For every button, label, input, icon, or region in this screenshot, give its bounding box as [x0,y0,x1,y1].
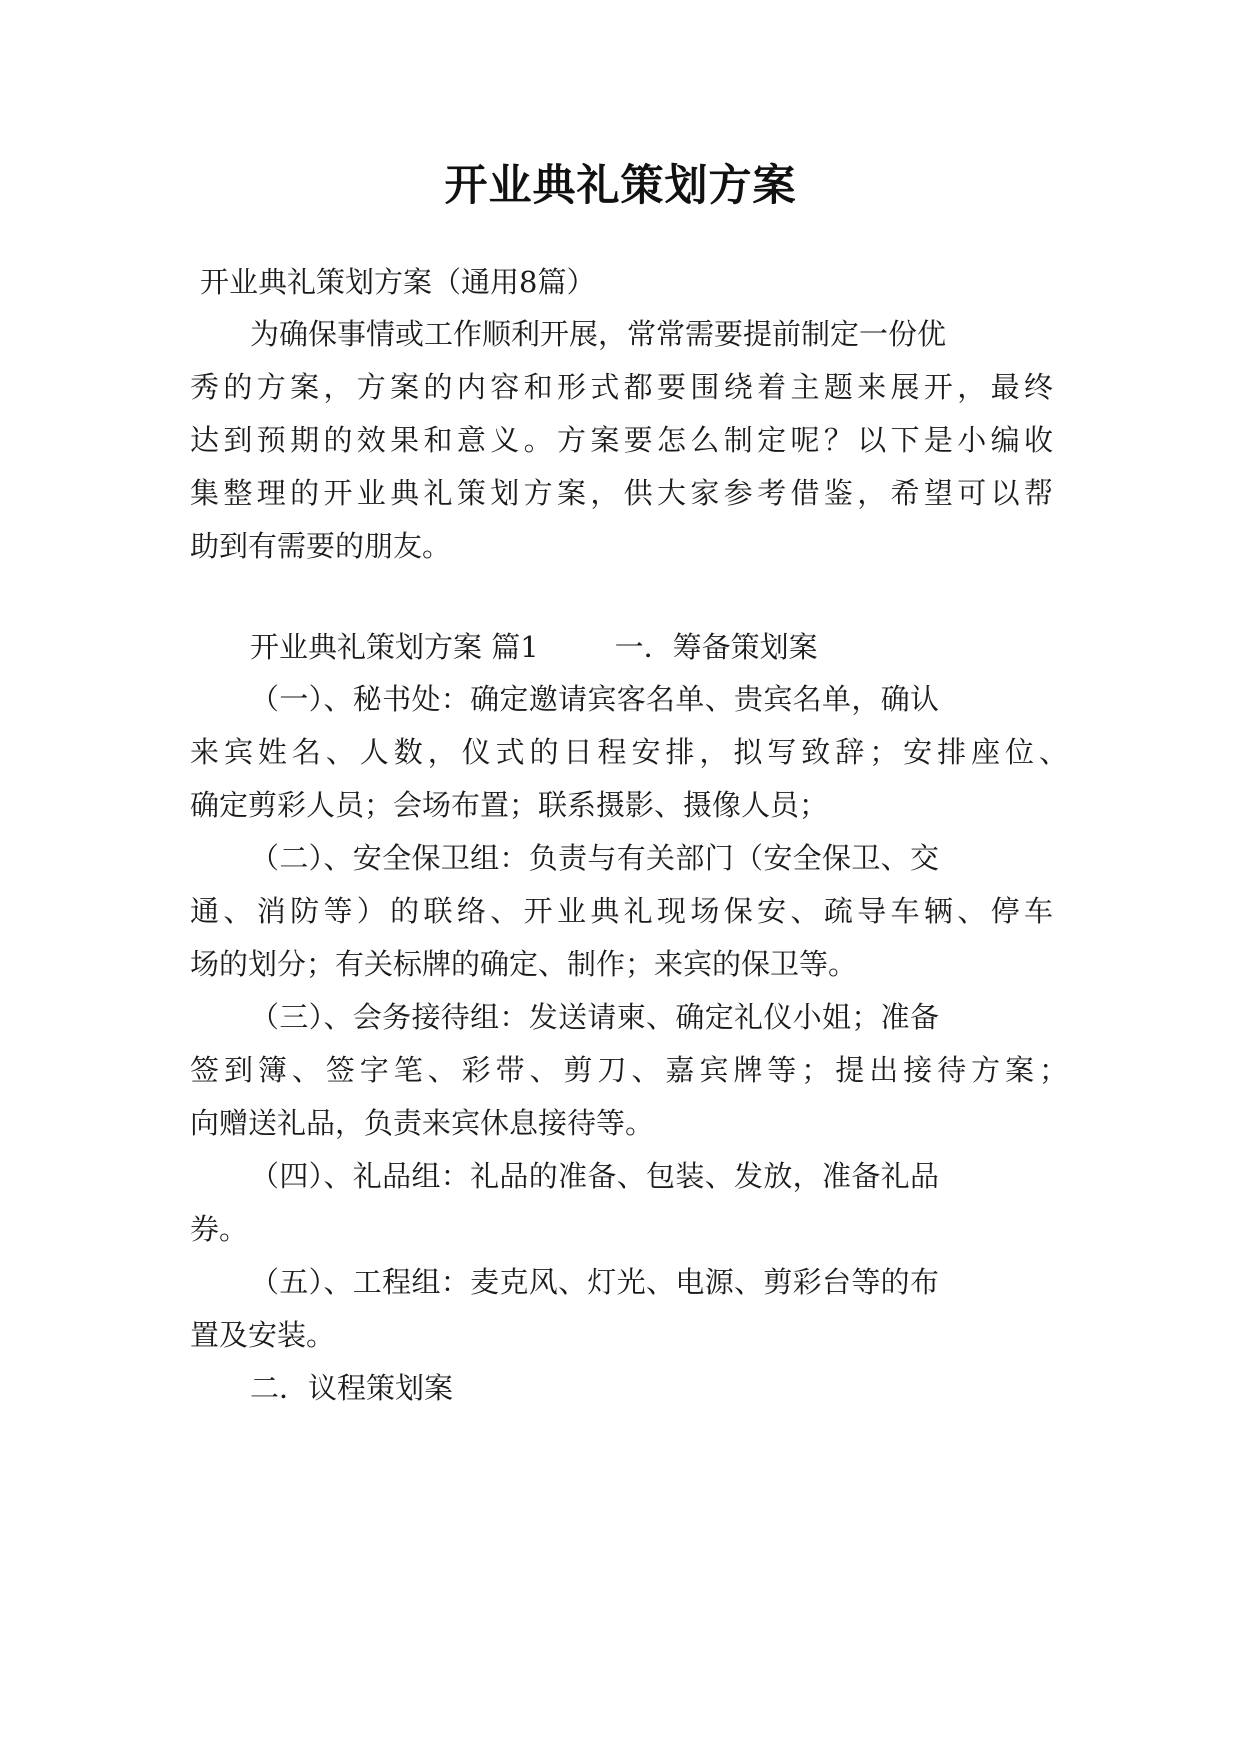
document-subtitle: 开业典礼策划方案（通用8篇） [200,265,596,299]
intro-line: 助到有需要的朋友。 [190,529,452,563]
body-line: （五）、工程组：麦克风、灯光、电源、剪彩台等的布 [250,1265,939,1299]
body-line: 置及安装。 [190,1318,336,1352]
document-title: 开业典礼策划方案 [444,161,797,211]
intro-line: 为确保事情或工作顺利开展，常常需要提前制定一份优 [250,317,947,351]
body-line: （二）、安全保卫组：负责与有关部门（安全保卫、交 [250,841,939,875]
body-line: 二．议程策划案 [250,1371,454,1405]
body-line: 通、消防等）的联络、开业典礼现场保安、疏导车辆、停车 [190,894,1053,928]
body-line: 签到簿、签字笔、彩带、剪刀、嘉宾牌等；提出接待方案； [190,1053,1068,1087]
body-line: 券。 [190,1212,249,1246]
section-heading [250,627,1150,667]
body-line: 场的划分；有关标牌的确定、制作；来宾的保卫等。 [190,947,858,981]
body-line: 来宾姓名、人数，仪式的日程安排，拟写致辞；安排座位、 [190,735,1068,769]
intro-line: 秀的方案，方案的内容和形式都要围绕着主题来展开，最终 [190,370,1053,404]
body-line: （三）、会务接待组：发送请柬、确定礼仪小姐；准备 [250,1000,939,1034]
body-line: （四）、礼品组：礼品的准备、包装、发放，准备礼品 [250,1159,939,1193]
intro-line: 集整理的开业典礼策划方案，供大家参考借鉴，希望可以帮 [190,476,1053,510]
section-item-label: 一．筹备策划案 [614,630,818,664]
body-line: 向赠送礼品，负责来宾休息接待等。 [190,1106,655,1140]
body-line: 确定剪彩人员；会场布置；联系摄影、摄像人员； [190,788,829,822]
intro-line: 达到预期的效果和意义。方案要怎么制定呢？以下是小编收 [190,423,1053,457]
section-part-label: 开业典礼策划方案 篇1 [250,630,539,664]
body-line: （一）、秘书处：确定邀请宾客名单、贵宾名单，确认 [250,682,939,716]
